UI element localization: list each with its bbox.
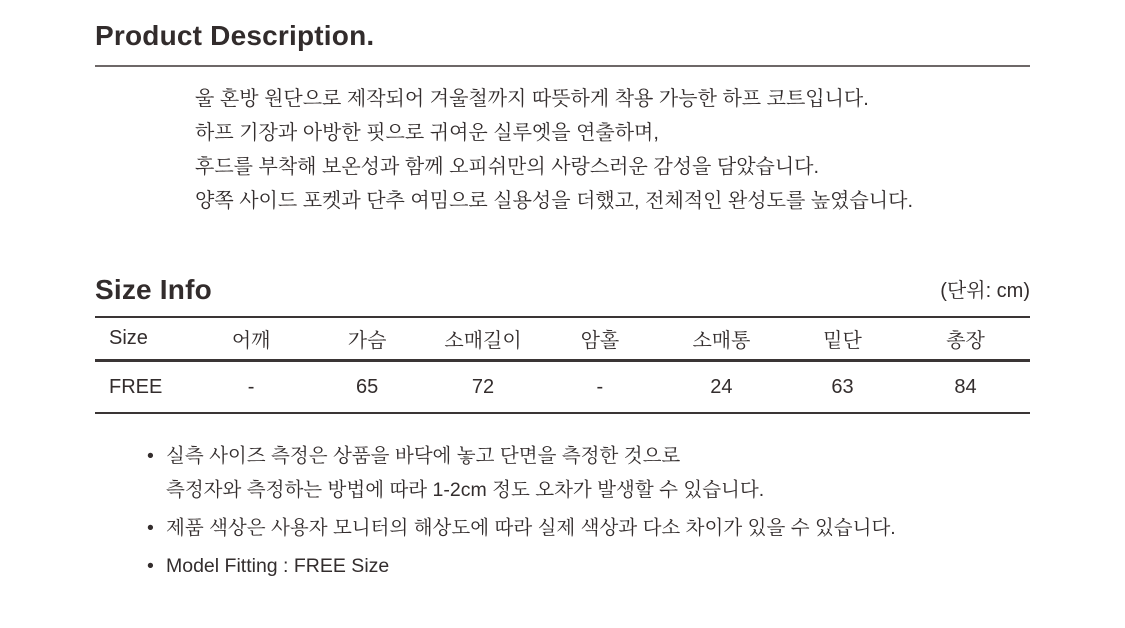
note-line: 실측 사이즈 측정은 상품을 바닥에 놓고 단면을 측정한 것으로 <box>166 445 681 467</box>
product-description-text <box>195 82 1030 218</box>
column-header-sleeve-length: 소매길이 <box>425 317 541 361</box>
column-header-sleeve-width: 소매통 <box>659 317 784 361</box>
title-divider <box>95 65 1030 67</box>
note-measurement-tolerance <box>166 439 1030 507</box>
table-row <box>95 361 1030 414</box>
cell-sleeve-width: 24 <box>710 375 733 398</box>
list-item <box>147 439 1030 507</box>
unit-label: (단위: cm) <box>940 280 1030 302</box>
description-line: 후드를 부착해 보온성과 함께 오피쉬만의 사랑스러운 감성을 담았습니다. <box>195 156 820 178</box>
column-header-hem: 밑단 <box>784 317 901 361</box>
product-description-title: Product Description. <box>95 20 375 51</box>
description-line: 양쪽 사이드 포켓과 단추 여밈으로 실용성을 더했고, 전체적인 완성도를 높였습니다. <box>195 190 914 212</box>
bullet-icon: • <box>147 517 154 539</box>
bullet-icon: • <box>147 445 154 467</box>
note-line: 측정자와 측정하는 방법에 따라 1-2cm 정도 오차가 발생할 수 있습니다. <box>166 479 765 501</box>
list-item <box>147 511 1030 545</box>
notes-list <box>147 439 1030 583</box>
list-item <box>147 549 1030 583</box>
column-header-shoulder: 어깨 <box>193 317 309 361</box>
description-line: 하프 기장과 아방한 핏으로 귀여운 실루엣을 연출하며, <box>195 122 659 144</box>
column-header-armhole: 암홀 <box>541 317 659 361</box>
description-line: 울 혼방 원단으로 제작되어 겨울철까지 따뜻하게 착용 가능한 하프 코트입니다. <box>195 88 869 110</box>
cell-sleeve-length: 72 <box>471 375 495 398</box>
cell-chest: 65 <box>355 375 379 398</box>
cell-armhole: - <box>596 375 604 398</box>
table-header-row <box>95 317 1030 361</box>
cell-size: FREE <box>109 375 163 398</box>
product-description-section <box>95 20 1030 218</box>
cell-hem: 63 <box>831 375 854 398</box>
column-header-chest: 가슴 <box>309 317 425 361</box>
note-color-difference <box>166 511 1030 545</box>
note-line: Model Fitting : FREE Size <box>166 555 390 577</box>
bullet-icon: • <box>147 555 154 577</box>
column-header-size: Size <box>95 317 193 361</box>
note-line: 제품 색상은 사용자 모니터의 해상도에 따라 실제 색상과 다소 차이가 있을 수 있습니다. <box>166 517 896 539</box>
size-table <box>95 316 1030 414</box>
size-info-section <box>95 274 1030 583</box>
size-info-title: Size Info <box>95 274 212 305</box>
size-info-header <box>95 274 1030 306</box>
cell-total-length: 84 <box>954 375 977 398</box>
cell-shoulder: - <box>247 375 255 398</box>
column-header-total-length: 총장 <box>901 317 1030 361</box>
note-model-fitting <box>166 549 1030 583</box>
